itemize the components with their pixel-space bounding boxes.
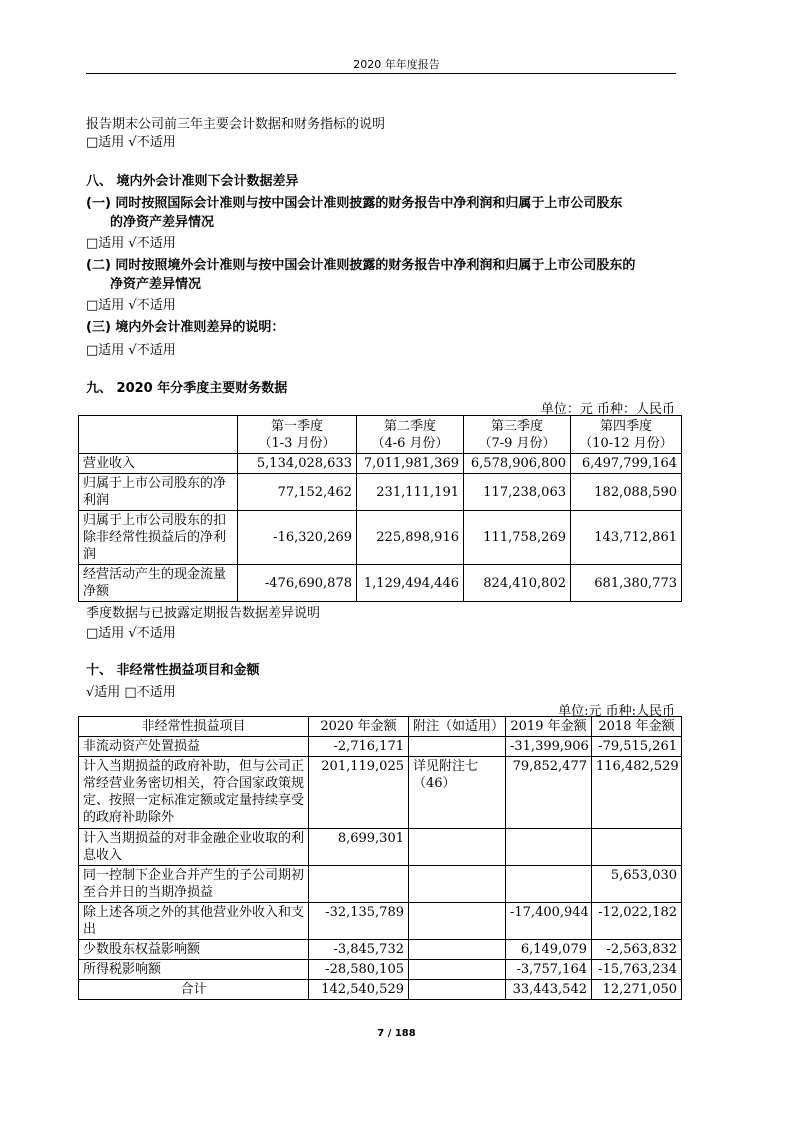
table-row xyxy=(79,940,682,960)
intro-text: 报告期末公司前三年主要会计数据和财务指标的说明 xyxy=(86,117,386,132)
quarterly-header-row xyxy=(79,416,682,454)
note-cell xyxy=(409,903,506,940)
non-recurring-header-row xyxy=(79,717,682,737)
value-2018 xyxy=(592,829,682,866)
value-2020: -2,716,171 xyxy=(309,737,409,757)
quarterly-header-q2: 第二季度 （4-6 月份） xyxy=(357,416,464,454)
note-cell xyxy=(409,960,506,980)
value-2018: -15,763,234 xyxy=(592,960,682,980)
total-row xyxy=(79,980,682,1000)
cell-value: -16,320,269 xyxy=(238,511,357,565)
note-cell xyxy=(409,980,506,1000)
note-cell xyxy=(409,940,506,960)
quarterly-table xyxy=(78,415,682,602)
row-label: 营业收入 xyxy=(79,454,238,474)
non-recurring-table xyxy=(78,716,682,1000)
quarterly-header-q1: 第一季度 （1-3 月份） xyxy=(238,416,357,454)
header-rule xyxy=(86,73,676,74)
section8-sub1-line2: 的净资产差异情况 xyxy=(110,215,215,230)
value-2020 xyxy=(309,866,409,903)
section10-title: 十、 非经常性损益项目和金额 xyxy=(86,663,260,678)
note-cell xyxy=(409,829,506,866)
section8-sub1-option: □适用 √不适用 xyxy=(86,236,176,251)
section10-option: √适用 □不适用 xyxy=(86,685,176,700)
value-2019: -31,399,906 xyxy=(506,737,592,757)
table-row xyxy=(79,565,682,602)
value-2019 xyxy=(506,829,592,866)
value-2018: 116,482,529 xyxy=(592,757,682,829)
section8-title: 八、 境内外会计准则下会计数据差异 xyxy=(86,174,299,189)
value-2018: -12,022,182 xyxy=(592,903,682,940)
section9-note: 季度数据与已披露定期报告数据差异说明 xyxy=(86,606,321,621)
value-2020: 8,699,301 xyxy=(309,829,409,866)
cell-value: 7,011,981,369 xyxy=(357,454,464,474)
section10-unit: 单位:元 币种:人民币 xyxy=(558,704,675,719)
row-label: 归属于上市公司股东的扣除非经常性损益后的净利润 xyxy=(79,511,238,565)
header-2018: 2018 年金额 xyxy=(592,717,682,737)
header-2020: 2020 年金额 xyxy=(309,717,409,737)
value-2018: -79,515,261 xyxy=(592,737,682,757)
value-2020: -3,845,732 xyxy=(309,940,409,960)
item-label: 同一控制下企业合并产生的子公司期初至合并日的当期净损益 xyxy=(79,866,309,903)
section8-sub3-option: □适用 √不适用 xyxy=(86,343,176,358)
total-2018: 12,271,050 xyxy=(592,980,682,1000)
table-row xyxy=(79,474,682,511)
table-row xyxy=(79,757,682,829)
cell-value: 5,134,028,633 xyxy=(238,454,357,474)
table-row xyxy=(79,829,682,866)
cell-value: -476,690,878 xyxy=(238,565,357,602)
cell-value: 1,129,494,446 xyxy=(357,565,464,602)
value-2018: 5,653,030 xyxy=(592,866,682,903)
cell-value: 681,380,773 xyxy=(571,565,682,602)
row-label: 归属于上市公司股东的净利润 xyxy=(79,474,238,511)
cell-value: 111,758,269 xyxy=(464,511,571,565)
intro-option: □适用 √不适用 xyxy=(86,135,176,150)
cell-value: 231,111,191 xyxy=(357,474,464,511)
header-item: 非经常性损益项目 xyxy=(79,717,309,737)
value-2019: 79,852,477 xyxy=(506,757,592,829)
value-2019 xyxy=(506,866,592,903)
item-label: 非流动资产处置损益 xyxy=(79,737,309,757)
table-row xyxy=(79,737,682,757)
section8-sub3: (三) 境内外会计准则差异的说明： xyxy=(86,320,285,335)
value-2019: -3,757,164 xyxy=(506,960,592,980)
cell-value: 77,152,462 xyxy=(238,474,357,511)
table-row xyxy=(79,960,682,980)
cell-value: 225,898,916 xyxy=(357,511,464,565)
value-2019: -17,400,944 xyxy=(506,903,592,940)
note-cell xyxy=(409,866,506,903)
cell-value: 143,712,861 xyxy=(571,511,682,565)
report-header-title: 2020 年年度报告 xyxy=(353,58,440,71)
table-row xyxy=(79,454,682,474)
section8-sub2-line2: 净资产差异情况 xyxy=(110,277,202,292)
header-note: 附注（如适用） xyxy=(409,717,506,737)
quarterly-header-blank xyxy=(79,416,238,454)
table-row xyxy=(79,511,682,565)
page-number: 7 / 188 xyxy=(377,1028,416,1039)
table-row xyxy=(79,866,682,903)
section8-sub2-option: □适用 √不适用 xyxy=(86,298,176,313)
total-2019: 33,443,542 xyxy=(506,980,592,1000)
quarterly-header-q3: 第三季度 （7-9 月份） xyxy=(464,416,571,454)
section9-note-option: □适用 √不适用 xyxy=(86,626,176,641)
value-2018: -2,563,832 xyxy=(592,940,682,960)
item-label: 除上述各项之外的其他营业外收入和支出 xyxy=(79,903,309,940)
item-label: 计入当期损益的对非金融企业收取的利息收入 xyxy=(79,829,309,866)
section9-title: 九、 2020 年分季度主要财务数据 xyxy=(86,381,288,396)
total-2020: 142,540,529 xyxy=(309,980,409,1000)
cell-value: 182,088,590 xyxy=(571,474,682,511)
section8-sub1-line1: (一) 同时按照国际会计准则与按中国会计准则披露的财务报告中净利润和归属于上市公司股东 xyxy=(86,196,623,211)
row-label: 经营活动产生的现金流量净额 xyxy=(79,565,238,602)
item-label: 少数股东权益影响额 xyxy=(79,940,309,960)
cell-value: 6,497,799,164 xyxy=(571,454,682,474)
section8-sub2-line1: (二) 同时按照境外会计准则与按中国会计准则披露的财务报告中净利润和归属于上市公司股东的 xyxy=(86,258,636,273)
item-label: 计入当期损益的政府补助，但与公司正常经营业务密切相关，符合国家政策规定、按照一定标准定额或定量持续享受的政府补助除外 xyxy=(79,757,309,829)
cell-value: 6,578,906,800 xyxy=(464,454,571,474)
value-2020: -32,135,789 xyxy=(309,903,409,940)
value-2020: -28,580,105 xyxy=(309,960,409,980)
note-cell: 详见附注七（46） xyxy=(409,757,506,829)
cell-value: 117,238,063 xyxy=(464,474,571,511)
header-2019: 2019 年金额 xyxy=(506,717,592,737)
total-label: 合计 xyxy=(79,980,309,1000)
item-label: 所得税影响额 xyxy=(79,960,309,980)
note-cell xyxy=(409,737,506,757)
value-2019: 6,149,079 xyxy=(506,940,592,960)
cell-value: 824,410,802 xyxy=(464,565,571,602)
value-2020: 201,119,025 xyxy=(309,757,409,829)
quarterly-header-q4: 第四季度 （10-12 月份） xyxy=(571,416,682,454)
table-row xyxy=(79,903,682,940)
section9-unit: 单位：元 币种：人民币 xyxy=(540,402,675,417)
